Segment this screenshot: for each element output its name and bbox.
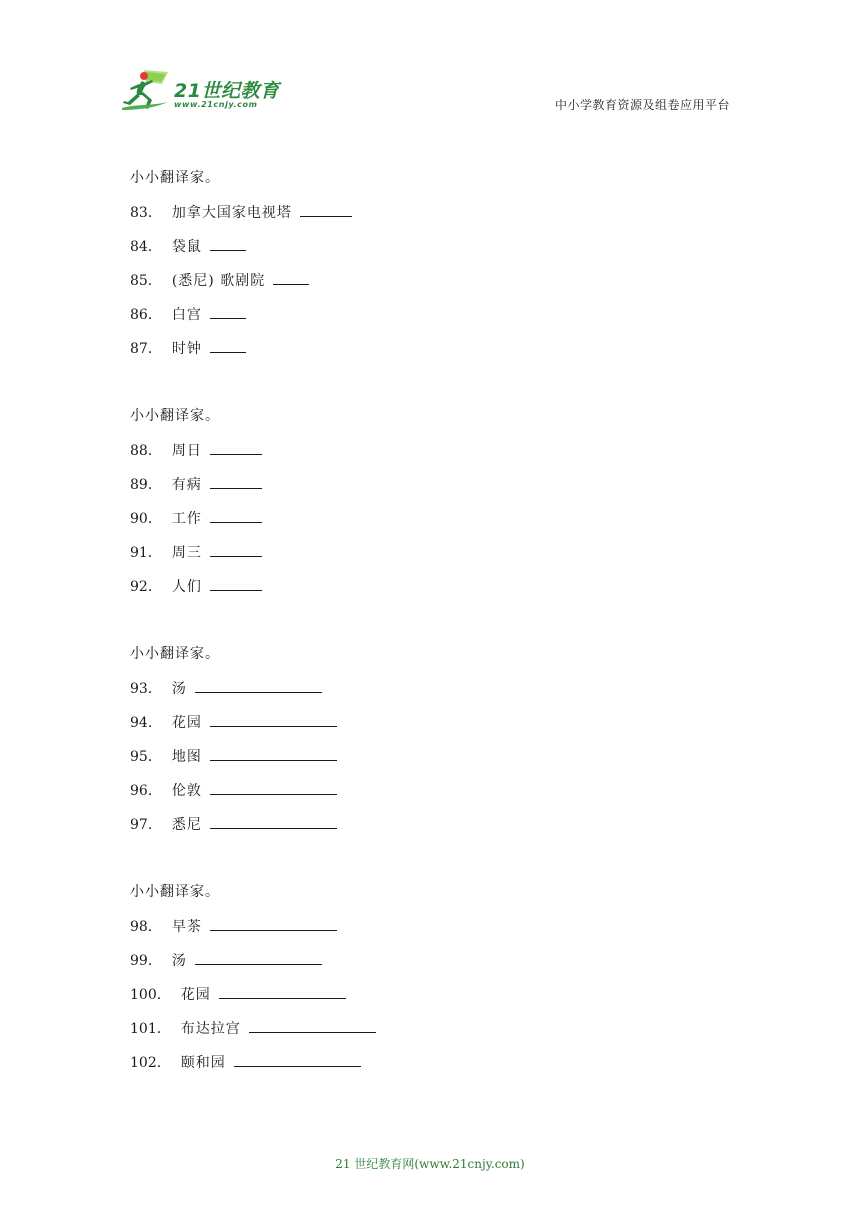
question-number: 96．: [130, 783, 162, 799]
section-title: 小小翻译家。: [130, 408, 220, 424]
question-word: 花园: [180, 987, 211, 1003]
question-item: [130, 1018, 730, 1052]
answer-blank[interactable]: [195, 678, 322, 693]
question-word: 颐和园: [180, 1055, 226, 1071]
question-word: 悉尼: [171, 817, 202, 833]
question-number: 86．: [130, 307, 162, 323]
answer-blank[interactable]: [210, 916, 337, 931]
question-item: [130, 950, 730, 984]
answer-blank[interactable]: [210, 304, 246, 319]
answer-blank[interactable]: [210, 338, 246, 353]
question-number: 97．: [130, 817, 162, 833]
question-word: 伦敦: [171, 783, 202, 799]
question-item: [130, 236, 730, 270]
page-header: [0, 0, 860, 130]
question-number: 93．: [130, 681, 162, 697]
question-word: 人们: [171, 579, 202, 595]
question-item: [130, 508, 730, 542]
answer-blank[interactable]: [273, 270, 309, 285]
question-number: 101．: [130, 1021, 171, 1037]
answer-blank[interactable]: [210, 576, 262, 591]
worksheet-content: [130, 168, 730, 1120]
question-number: 87．: [130, 341, 162, 357]
question-item: [130, 916, 730, 950]
question-item: [130, 746, 730, 780]
question-number: 99．: [130, 953, 162, 969]
section-title: 小小翻译家。: [130, 646, 220, 662]
section-title: 小小翻译家。: [130, 884, 220, 900]
question-word: 花园: [171, 715, 202, 731]
exercise-section: [130, 168, 730, 372]
question-item: [130, 1052, 730, 1086]
answer-blank[interactable]: [210, 746, 337, 761]
answer-blank[interactable]: [210, 236, 246, 251]
question-number: 102．: [130, 1055, 171, 1071]
exercise-section: [130, 644, 730, 848]
question-number: 88．: [130, 443, 162, 459]
question-word: 地图: [171, 749, 202, 765]
question-number: 90．: [130, 511, 162, 527]
question-item: [130, 270, 730, 304]
question-item: [130, 474, 730, 508]
question-word: 白宫: [171, 307, 202, 323]
question-word: (悉尼) 歌剧院: [171, 273, 266, 289]
answer-blank[interactable]: [210, 712, 337, 727]
question-number: 91．: [130, 545, 162, 561]
question-number: 85．: [130, 273, 162, 289]
question-item: [130, 202, 730, 236]
answer-blank[interactable]: [210, 542, 262, 557]
question-item: [130, 814, 730, 848]
exercise-section: [130, 406, 730, 610]
platform-name: 中小学教育资源及组卷应用平台: [554, 98, 730, 112]
logo-url: www.21cnjy.com: [174, 100, 258, 109]
question-number: 84．: [130, 239, 162, 255]
question-word: 袋鼠: [171, 239, 202, 255]
question-number: 100．: [130, 987, 171, 1003]
question-word: 加拿大国家电视塔: [171, 205, 292, 221]
exercise-section: [130, 882, 730, 1086]
runner-logo-icon: [122, 68, 174, 114]
question-item: [130, 678, 730, 712]
question-item: [130, 984, 730, 1018]
page-footer[interactable]: 21 世纪教育网(www.21cnjy.com): [335, 1157, 525, 1171]
question-word: 早茶: [171, 919, 202, 935]
question-number: 92．: [130, 579, 162, 595]
question-item: [130, 780, 730, 814]
question-number: 89．: [130, 477, 162, 493]
site-logo[interactable]: [122, 68, 292, 114]
answer-blank[interactable]: [249, 1018, 376, 1033]
question-word: 周日: [171, 443, 202, 459]
logo-text: 21世纪教育: [174, 80, 280, 102]
question-word: 汤: [171, 681, 187, 697]
section-title: 小小翻译家。: [130, 170, 220, 186]
question-word: 汤: [171, 953, 187, 969]
question-item: [130, 712, 730, 746]
question-word: 周三: [171, 545, 202, 561]
question-number: 94．: [130, 715, 162, 731]
answer-blank[interactable]: [210, 440, 262, 455]
answer-blank[interactable]: [234, 1052, 361, 1067]
answer-blank[interactable]: [210, 474, 262, 489]
question-item: [130, 576, 730, 610]
question-word: 工作: [171, 511, 202, 527]
question-item: [130, 440, 730, 474]
question-item: [130, 542, 730, 576]
answer-blank[interactable]: [210, 508, 262, 523]
question-word: 有病: [171, 477, 202, 493]
question-number: 98．: [130, 919, 162, 935]
question-number: 95．: [130, 749, 162, 765]
question-item: [130, 304, 730, 338]
question-number: 83．: [130, 205, 162, 221]
answer-blank[interactable]: [195, 950, 322, 965]
question-word: 布达拉宫: [180, 1021, 241, 1037]
answer-blank[interactable]: [219, 984, 346, 999]
question-word: 时钟: [171, 341, 202, 357]
question-item: [130, 338, 730, 372]
answer-blank[interactable]: [210, 780, 337, 795]
answer-blank[interactable]: [300, 202, 352, 217]
answer-blank[interactable]: [210, 814, 337, 829]
